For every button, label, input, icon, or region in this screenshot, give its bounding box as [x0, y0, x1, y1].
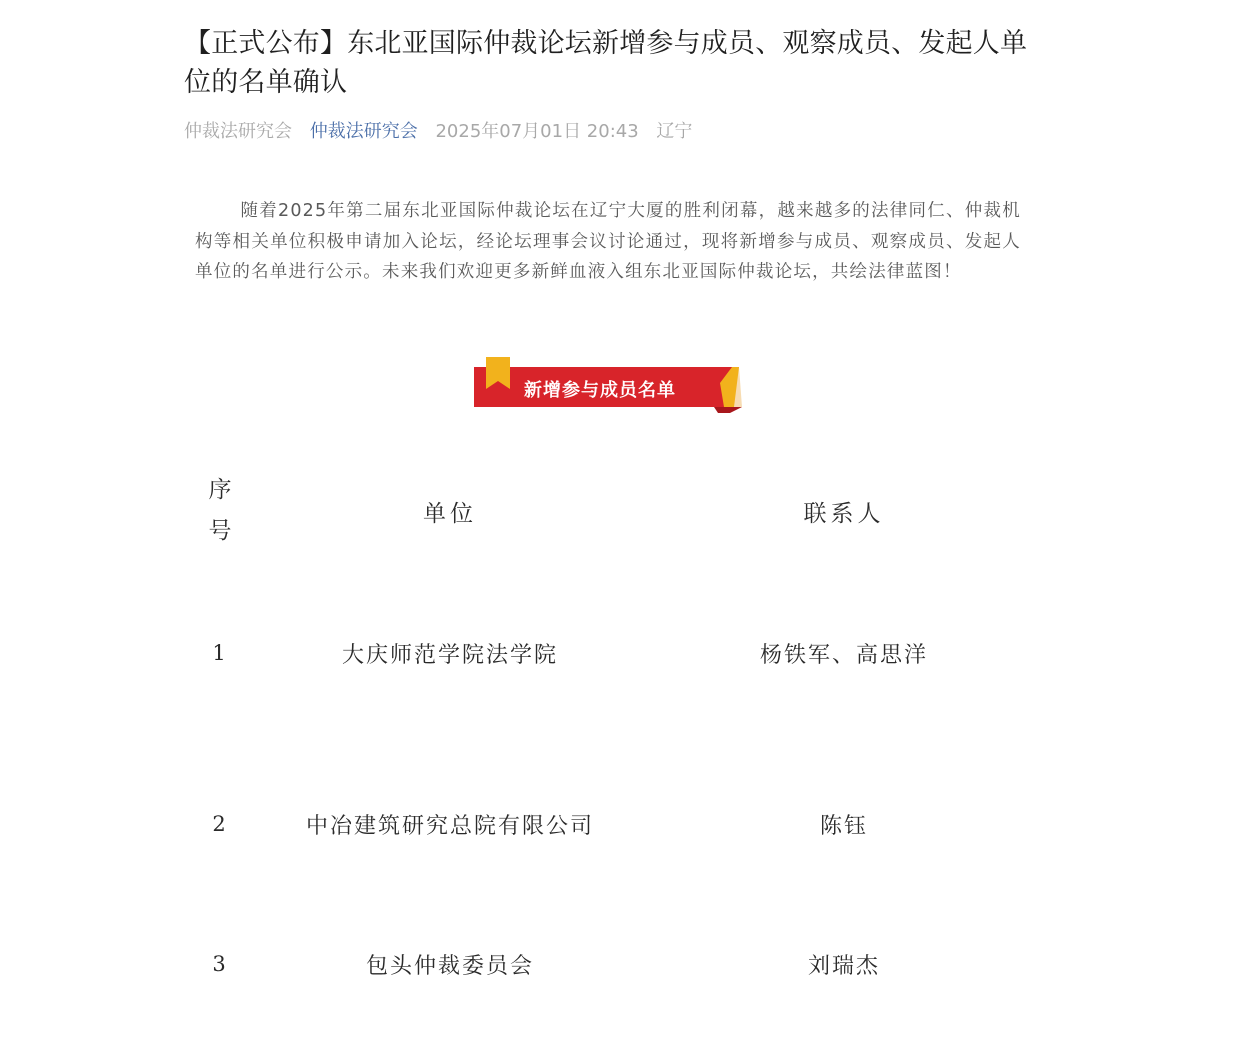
header-index [184, 470, 256, 552]
header-unit: 单位 [423, 500, 477, 527]
intro-paragraph: 随着2025年第二届东北亚国际仲裁论坛在辽宁大厦的胜利闭幕，越来越多的法律同仁、仲裁机构等相关单位积极申请加入论坛，经论坛理事会议讨论通过，现将新增参与成员、观察成员、发起人单位的名单进行公示。未来我们欢迎更多新鲜血液入组东北亚国际仲裁论坛，共绘法律蓝图！ [195, 201, 1021, 282]
row-index: 3 [212, 952, 228, 976]
publish-location: 辽宁 [656, 121, 693, 142]
row-unit: 大庆师范学院法学院 [341, 642, 558, 668]
table-row [184, 552, 1044, 754]
row-unit: 包头仲裁委员会 [365, 953, 534, 979]
member-table [184, 470, 1044, 1034]
row-contact: 刘瑞杰 [807, 953, 880, 979]
banner-label: 新增参与成员名单 [524, 380, 676, 401]
row-contact: 陈钰 [819, 813, 868, 839]
article-meta [184, 119, 1044, 145]
row-unit: 中冶建筑研究总院有限公司 [305, 813, 594, 839]
table-row [184, 754, 1044, 894]
account-link[interactable]: 仲裁法研究会 [309, 121, 418, 142]
header-contact: 联系人 [803, 500, 885, 527]
table-header-row [184, 470, 1044, 552]
row-contact: 杨铁军、高思洋 [759, 642, 928, 668]
banner-fold [714, 407, 742, 413]
header-index-label: 序号 [208, 477, 232, 544]
section-banner [474, 355, 744, 413]
article-header [184, 24, 1044, 145]
row-index: 1 [212, 641, 228, 665]
author-name: 仲裁法研究会 [184, 121, 292, 142]
row-index: 2 [212, 812, 228, 836]
table-row [184, 894, 1044, 1034]
article-title: 【正式公布】东北亚国际仲裁论坛新增参与成员、观察成员、发起人单位的名单确认 [184, 28, 1028, 98]
publish-datetime: 2025年07月01日 20:43 [435, 121, 639, 142]
